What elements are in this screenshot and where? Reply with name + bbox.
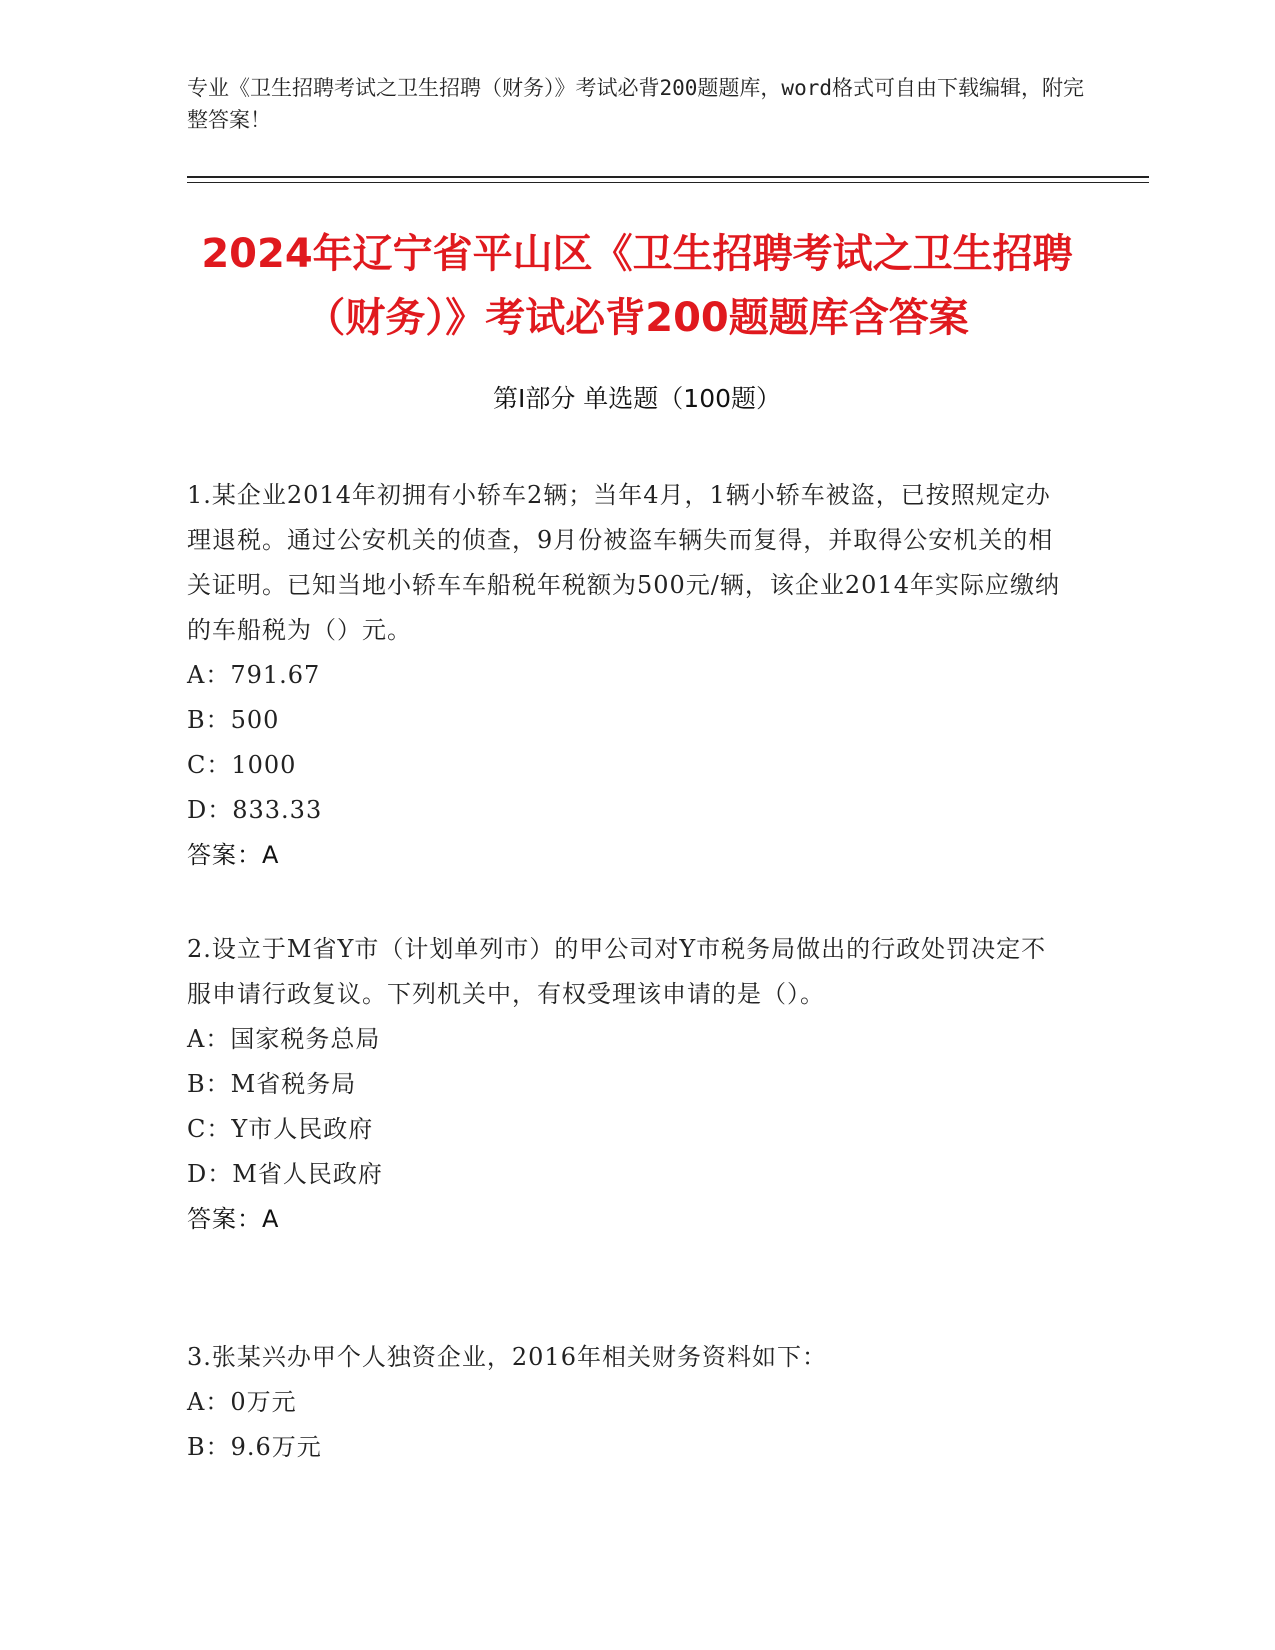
option-b: B：9.6万元 [187, 1433, 322, 1461]
question-stem: 1.某企业2014年初拥有小轿车2辆；当年4月，1辆小轿车被盗，已按照规定办理退税。通过公安机关的侦查，9月份被盗车辆失而复得，并取得公安机关的相关证明。已知当地小轿车车船税年税额为500元/辆，该企业2014年实际应缴纳的车船税为（）元。 [187, 481, 1060, 644]
question-2 [187, 927, 1067, 1242]
header-note: 专业《卫生招聘考试之卫生招聘（财务）》考试必背200题题库，word格式可自由下载编辑，附完整答案！ [187, 76, 1084, 132]
question-stem: 2.设立于M省Y市（计划单列市）的甲公司对Y市税务局做出的行政处罚决定不服申请行政复议。下列机关中，有权受理该申请的是（）。 [187, 935, 1047, 1008]
answer: 答案：A [187, 841, 280, 869]
header-rule-thin [187, 182, 1149, 183]
section-heading: 第I部分 单选题（100题） [492, 384, 782, 413]
option-a: A：791.67 [187, 661, 321, 689]
option-b: B：M省税务局 [187, 1070, 357, 1098]
option-a: A：0万元 [187, 1388, 297, 1416]
option-d: D：M省人民政府 [187, 1160, 383, 1188]
option-d: D：833.33 [187, 796, 323, 824]
question-3 [187, 1335, 1067, 1470]
option-a: A：国家税务总局 [187, 1025, 381, 1053]
option-b: B：500 [187, 706, 280, 734]
header-rule-thick [187, 176, 1149, 178]
option-c: C：1000 [187, 751, 297, 779]
option-c: C：Y市人民政府 [187, 1115, 374, 1143]
question-1 [187, 473, 1067, 878]
question-stem: 3.张某兴办甲个人独资企业，2016年相关财务资料如下： [187, 1343, 827, 1371]
document-title: 2024年辽宁省平山区《卫生招聘考试之卫生招聘（财务）》考试必背200题题库含答案 [201, 231, 1073, 341]
answer: 答案：A [187, 1205, 280, 1233]
